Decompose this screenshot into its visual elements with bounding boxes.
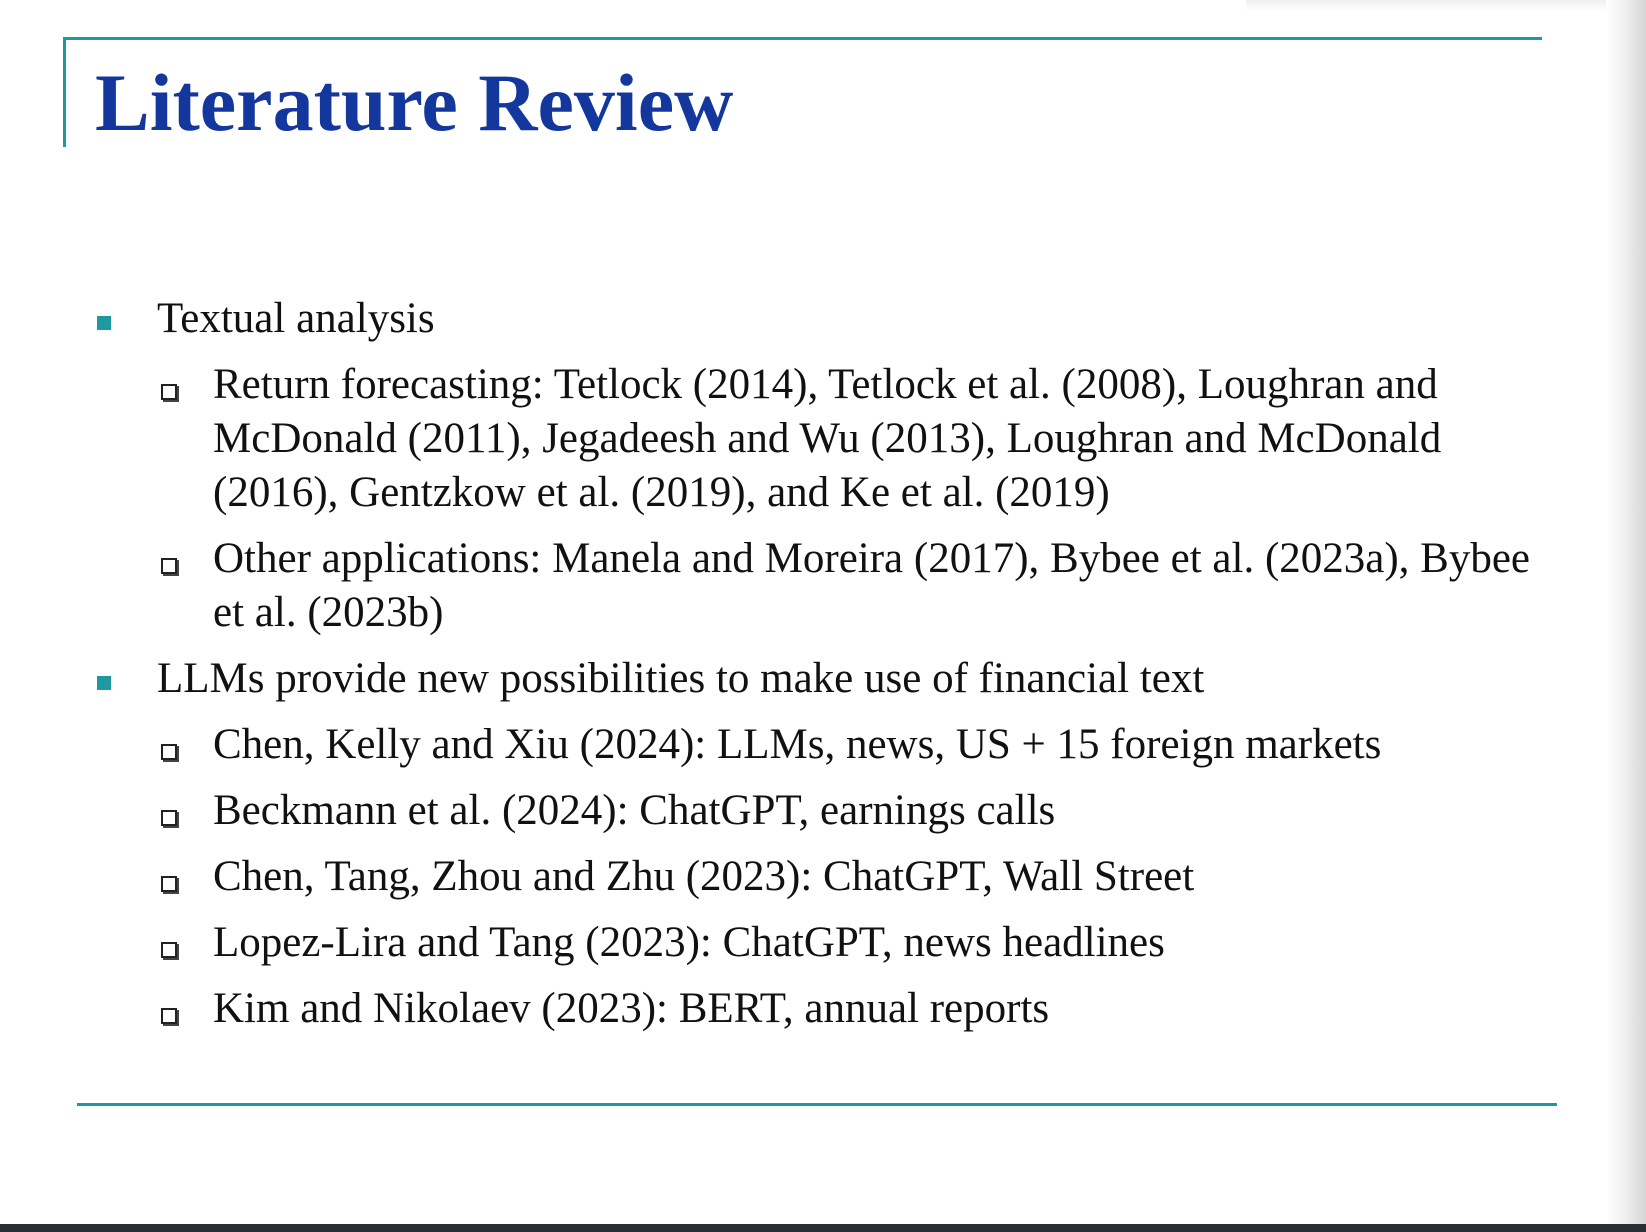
bullet-item xyxy=(95,652,1555,1036)
bullet-item xyxy=(95,292,1555,640)
sub-bullet-text: Chen, Tang, Zhou and Zhu (2023): ChatGPT, Wall Street xyxy=(213,853,1195,900)
hollow-square-bullet-icon xyxy=(161,942,177,958)
bottom-rule xyxy=(77,1103,1557,1106)
bullet-text: LLMs provide new possibilities to make use of financial text xyxy=(157,655,1205,702)
sub-bullet-item xyxy=(95,850,1555,904)
square-bullet-icon xyxy=(97,316,111,330)
sub-bullet-item xyxy=(95,718,1555,772)
top-edge-shadow xyxy=(1246,0,1606,12)
hollow-square-bullet-icon xyxy=(161,384,177,400)
sub-bullet-text: Return forecasting: Tetlock (2014), Tetlock et al. (2008), Loughran and McDonald (2011), Jegadeesh and Wu (2013), Loughran and McDonald (2016), Gentzkow et al. (2019), and Ke et al. (2019) xyxy=(213,361,1442,516)
hollow-square-bullet-icon xyxy=(161,1008,177,1024)
hollow-square-bullet-icon xyxy=(161,810,177,826)
sub-bullet-text: Other applications: Manela and Moreira (2017), Bybee et al. (2023a), Bybee et al. (2023b) xyxy=(213,535,1531,636)
sub-bullet-item xyxy=(95,982,1555,1036)
hollow-square-bullet-icon xyxy=(161,744,177,760)
right-edge-shadow xyxy=(1606,0,1646,1232)
window-bottom-edge xyxy=(0,1224,1646,1232)
bullet-list xyxy=(95,292,1555,1048)
sub-bullet-item xyxy=(95,916,1555,970)
hollow-square-bullet-icon xyxy=(161,876,177,892)
sub-bullet-item xyxy=(95,358,1555,520)
sub-bullet-item xyxy=(95,784,1555,838)
sub-bullet-text: Chen, Kelly and Xiu (2024): LLMs, news, US + 15 foreign markets xyxy=(213,721,1382,768)
hollow-square-bullet-icon xyxy=(161,558,177,574)
slide-title: Literature Review xyxy=(95,57,734,148)
sub-bullet-item xyxy=(95,532,1555,640)
bullet-text: Textual analysis xyxy=(157,295,435,342)
sub-bullet-list xyxy=(157,358,1555,640)
title-left-rule xyxy=(63,37,66,147)
sub-bullet-text: Kim and Nikolaev (2023): BERT, annual reports xyxy=(213,985,1050,1032)
sub-bullet-list xyxy=(157,718,1555,1036)
sub-bullet-text: Lopez-Lira and Tang (2023): ChatGPT, news headlines xyxy=(213,919,1165,966)
title-top-rule xyxy=(63,37,1542,40)
square-bullet-icon xyxy=(97,676,111,690)
sub-bullet-text: Beckmann et al. (2024): ChatGPT, earnings calls xyxy=(213,787,1056,834)
